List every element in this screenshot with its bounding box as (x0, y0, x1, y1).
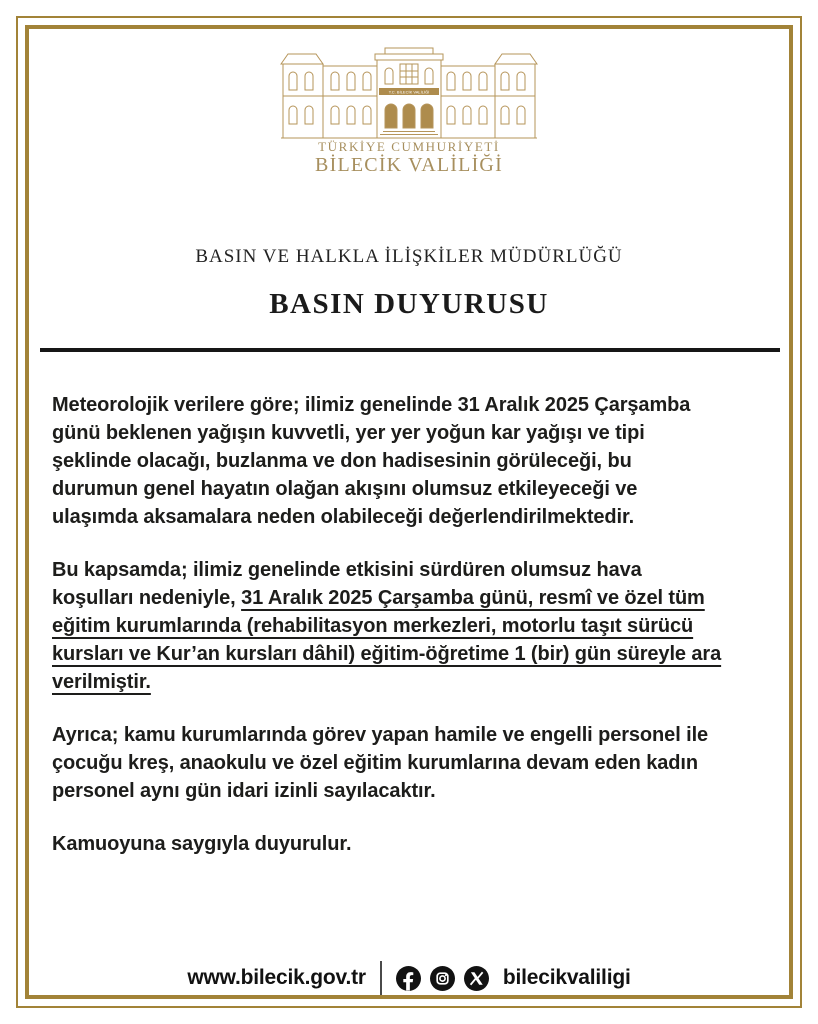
building-sign-text: T.C. BİLECİK VALİLİĞİ (388, 89, 430, 95)
x-icon (464, 966, 489, 991)
governorship-building-logo (279, 46, 539, 142)
announcement-body (52, 391, 788, 883)
website-url: www.bilecik.gov.tr (187, 966, 366, 989)
social-icons-group (396, 966, 489, 991)
footer-divider (380, 961, 382, 995)
footer-bar (0, 956, 818, 1000)
department-heading: BASIN VE HALKLA İLİŞKİLER MÜDÜRLÜĞÜ (195, 246, 623, 267)
page-title: BASIN DUYURUSU (269, 288, 549, 320)
paragraph-1: Meteorolojik verilere göre; ilimiz genelinde 31 Aralık 2025 Çarşamba günü beklenen yağışın kuvvetli, yer yer yoğun kar yağışı ve tipi şeklinde olacağı, buzlanma ve don hadisesinin görüleceği, bu durumun genel hayatın olağan akışını olumsuz etkileyeceği ve ulaşımda aksamalara neden olabileceği değerlendirilmektedir. (52, 394, 691, 528)
logo-country-name: TÜRKİYE CUMHURİYETİ (318, 139, 500, 154)
social-handle: bilecikvaliligi (502, 966, 631, 989)
instagram-icon (430, 966, 455, 991)
logo-governorship-name: BİLECİK VALİLİĞİ (315, 154, 503, 176)
facebook-icon (396, 966, 421, 991)
title-divider-rule (40, 348, 780, 352)
paragraph-3: Ayrıca; kamu kurumlarında görev yapan hamile ve engelli personel ile çocuğu kreş, anaokulu ve özel eğitim kurumlarına devam eden kadın personel aynı gün idari izinli sayılacaktır. (52, 724, 709, 802)
paragraph-2: Bu kapsamda; ilimiz genelinde etkisini sürdüren olumsuz hava koşulları nedeniyle, 31 Aralık 2025 Çarşamba günü, resmî ve özel tüm eğitim kurumlarında (rehabilitasyon merkezleri, motorlu taşıt sürücü kursları ve Kur’an kursları dâhil) eğitim-öğretime 1 (bir) gün süreyle ara verilmiştir. (52, 559, 722, 693)
paragraph-4: Kamuoyuna saygıyla duyurulur. (52, 833, 352, 855)
